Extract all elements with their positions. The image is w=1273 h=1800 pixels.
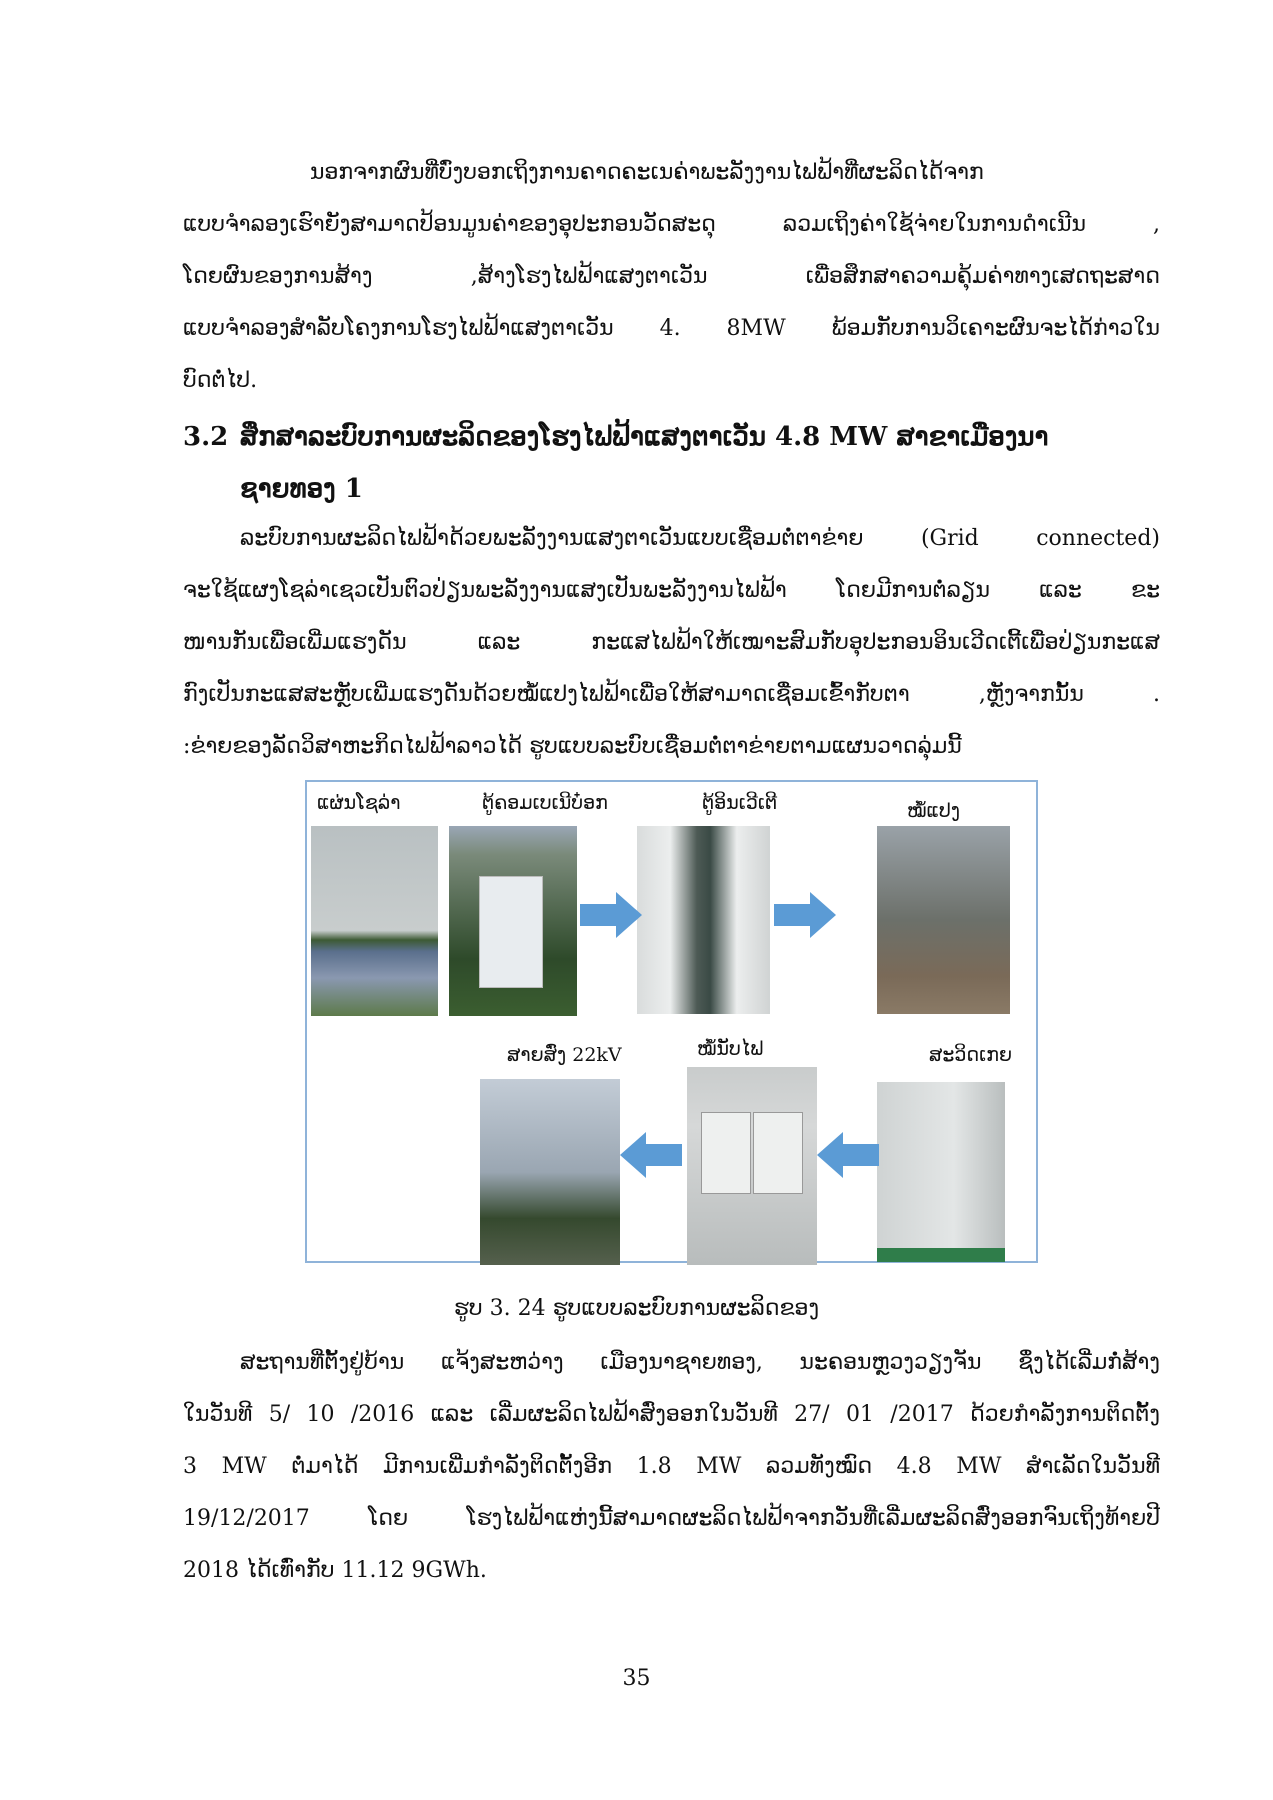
text-line: ຈະໃຊ້ແຜງໂຊລ່າເຊວເປັນຕົວປ່ຽນພະລັງງານແສງເປັນພະລັງງານໄຟຟ້າ ໂດຍມີການຕໍ່ລຽນ ແລະ ຂະ — [183, 578, 1160, 603]
text-line: 2018 ໄດ້ເທົ່າກັບ 11.12 9GWh. — [183, 1558, 487, 1583]
arrow-right-icon — [580, 892, 642, 938]
text-line: ໃນວັນທີ 5/ 10 /2016 ແລະ ເລີ່ມຜະລິດໄຟຟ້າສົ່ງອອກໃນວັນທີ 27/ 01 /2017 ດ້ວຍກຳລັງການຕິດຕັ້ງ — [183, 1402, 1160, 1427]
label-inverter: ຕູ້ອິນເວີເຕີ — [702, 792, 778, 814]
transformer-photo — [877, 826, 1010, 1014]
text-line: 3 MW ຕໍ່ມາໄດ້ ມີການເພີ່ມກຳລັງຕິດຕັ້ງອີກ 1.8 MW ລວມທັງໝົດ 4.8 MW ສຳເລັດໃນວັນທີ — [183, 1454, 1160, 1479]
section-title: ສຶກສາລະບົບການຜະລິດຂອງໂຮງໄຟຟ້າແສງຕາເວັນ 4.8 MW ສາຂາເມືອງນາ — [240, 422, 1049, 452]
label-combiner-box: ຕູ້ຄອມເບເນີບ໋ອກ — [482, 792, 608, 814]
text-line: ສະຖານທີ່ຕັ້ງຢູ່ບ້ານ ແຈ້ງສະຫວ່າງ ເມືອງນາຊາຍທອງ, ນະຄອນຫຼວງວຽງຈັນ ຊຶ່ງໄດ້ເລີ່ມກໍ່ສ້າງ — [240, 1350, 1160, 1375]
page-number: 35 — [622, 1666, 651, 1691]
text-line: 19/12/2017 ໂດຍ ໂຮງໄຟຟ້າແຫ່ງນີ້ສາມາດຜະລິດໄຟຟ້າຈາກວັນທີ່ເລີ່ມຜະລິດສົ່ງອອກຈົນເຖິງທ້າຍປີ — [183, 1506, 1160, 1531]
combiner-box-cabinet — [479, 876, 543, 988]
label-transformer: ໝໍ້ແປງ — [907, 800, 961, 822]
meter-unit — [701, 1112, 751, 1194]
text-line: ບົດຕໍ່ໄປ. — [183, 368, 258, 393]
switchgear-floor — [877, 1248, 1005, 1262]
switchgear-photo — [877, 1082, 1005, 1262]
arrow-right-icon — [774, 892, 836, 938]
arrow-left-icon — [817, 1132, 879, 1178]
text-line: ແບບຈຳລອງເຮົາຍັງສາມາດປ້ອນມູນຄ່າຂອງອຸປະກອນວັດສະດຸ ລວມເຖິງຄ່າໃຊ້ຈ່າຍໃນການດຳເນີນ , — [183, 212, 1160, 237]
solar-panel-photo — [311, 826, 438, 1016]
text-line: ນອກຈາກຜົນທີ່ບົ່ງບອກເຖິງການຄາດຄະເນຄ່າພະລັງງານໄຟຟ້າທີ່ຜະລິດໄດ້ຈາກ — [310, 160, 984, 185]
arrow-left-icon — [620, 1132, 682, 1178]
text-line: ໜານກັນເພື່ອເພີ່ມແຮງດັນ ແລະ ກະແສໄຟຟ້າໃຫ້ເໝາະສົມກັບອຸປະກອນອິນເວີດເຕີ້ເພື່ອປ່ຽນກະແສ — [183, 630, 1160, 655]
section-number: 3.2 — [183, 422, 229, 452]
transmission-line-photo — [480, 1079, 620, 1265]
text-line: ແບບຈຳລອງສຳລັບໂຄງການໂຮງໄຟຟ້າແສງຕາເວັນ 4. 8MW ພ້ອມກັບການວິເຄາະຜົນຈະໄດ້ກ່າວໃນ — [183, 316, 1160, 341]
text-line: ລະບົບການຜະລິດໄຟຟ້າດ້ວຍພະລັງງານແສງຕາເວັນແບບເຊື່ອມຕໍ່ຕາຂ່າຍ (Grid connected) — [240, 526, 1160, 551]
label-meter: ໝໍ້ນັບໄຟ — [697, 1038, 764, 1060]
system-diagram-figure — [305, 780, 1038, 1263]
label-solar-panel: ແຜ່ນໂຊລ່າ — [317, 792, 401, 814]
label-switchgear: ສະວິດເກຍ — [929, 1044, 1013, 1066]
figure-caption: ຮູບ 3. 24 ຮູບແບບລະບົບການຜະລິດຂອງ — [453, 1296, 820, 1321]
label-transmission-line: ສາຍສົ່ງ 22kV — [507, 1044, 622, 1066]
text-line: ໂດຍຜົນຂອງການສ້າງ ,ສ້າງໂຮງໄຟຟ້າແສງຕາເວັນ ເພື່ອສຶກສາຄວາມຄຸ້ມຄ່າທາງເສດຖະສາດ — [183, 264, 1160, 289]
section-title-continued: ຊາຍທອງ 1 — [240, 474, 363, 504]
meter-unit — [753, 1112, 803, 1194]
meter-photo — [687, 1067, 817, 1265]
combiner-box-photo — [449, 826, 577, 1016]
text-line: :ຂ່າຍຂອງລັດວິສາຫະກິດໄຟຟ້າລາວໄດ້ ຮູບແບບລະບົບເຊື່ອມຕໍ່ຕາຂ່າຍຕາມແຜນວາດລຸ່ມນີ້ — [183, 734, 962, 759]
text-line: ກົງເປັນກະແສສະຫຼັບເພີ່ມແຮງດັນດ້ວຍໝໍ້ແປງໄຟຟ້າເພື່ອໃຫ້ສາມາດເຊື່ອມເຂົ້າກັບຕາ ,ຫຼັງຈາກນັ້ນ . — [183, 682, 1160, 707]
inverter-room-photo — [637, 826, 770, 1014]
